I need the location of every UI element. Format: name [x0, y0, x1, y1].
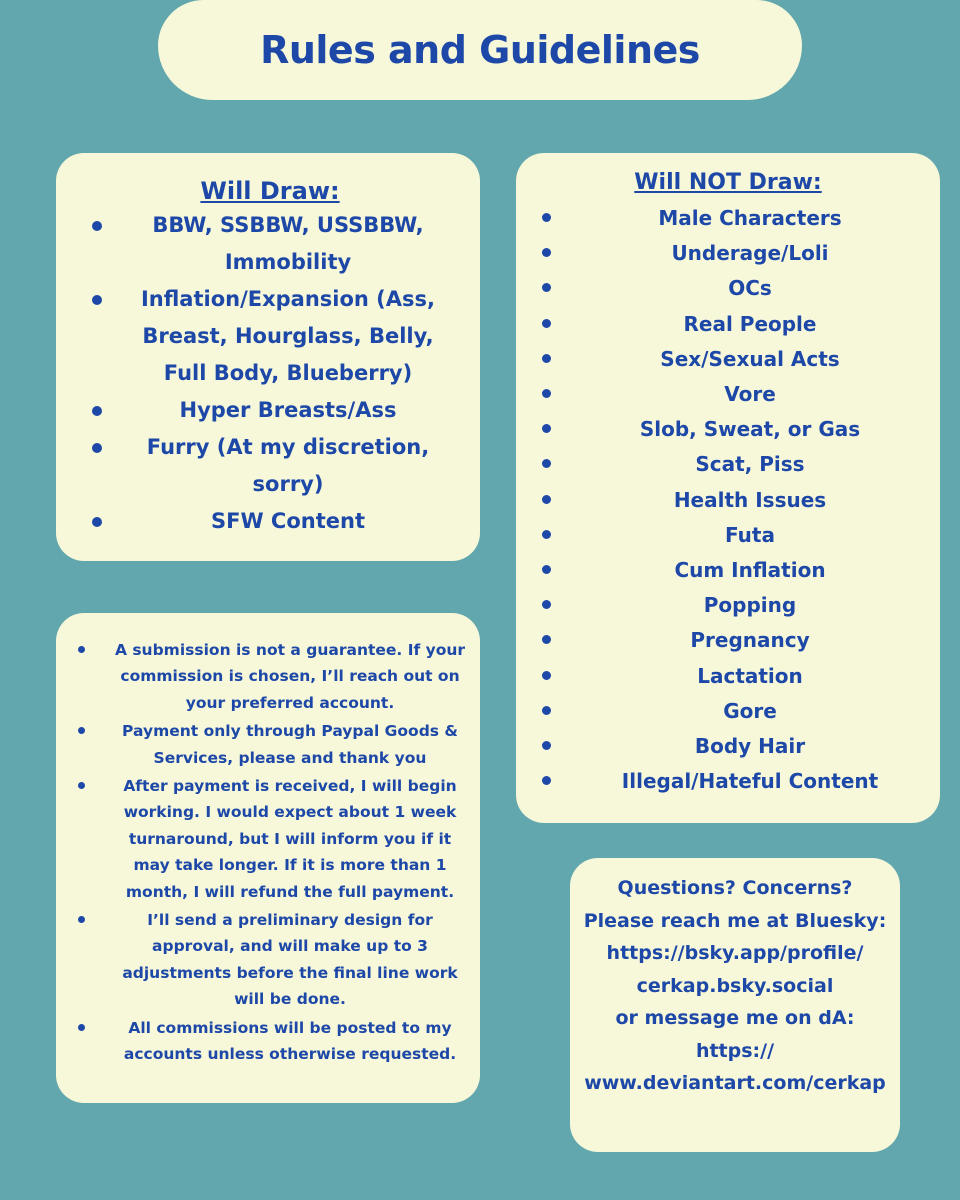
will-draw-heading: Will Draw: — [200, 177, 340, 205]
contact-line: Please reach me at Bluesky: — [583, 909, 887, 932]
bullet-icon — [542, 248, 551, 257]
title-banner — [158, 0, 802, 100]
page-title: Rules and Guidelines — [260, 28, 700, 72]
bullet-icon — [78, 727, 85, 734]
will-draw-list — [74, 207, 456, 540]
list-item: Gore — [536, 694, 920, 729]
commission-notes-list — [70, 637, 470, 1068]
bullet-icon — [542, 389, 551, 398]
bullet-icon — [78, 1024, 85, 1031]
commission-notes-card — [56, 613, 480, 1103]
list-item: Payment only through Paypal Goods & Services, please and thank you — [70, 718, 470, 771]
list-item: Pregnancy — [536, 623, 920, 658]
list-item: Male Characters — [536, 201, 920, 236]
list-item: Real People — [536, 307, 920, 342]
bullet-icon — [542, 213, 551, 222]
list-item: Underage/Loli — [536, 236, 920, 271]
bullet-icon — [542, 600, 551, 609]
deviantart-link[interactable]: https:// — [695, 1039, 775, 1062]
bullet-icon — [542, 706, 551, 715]
bullet-icon — [542, 565, 551, 574]
bullet-icon — [542, 530, 551, 539]
list-item: Slob, Sweat, or Gas — [536, 412, 920, 447]
bullet-icon — [542, 776, 551, 785]
list-item: All commissions will be posted to my accounts unless otherwise requested. — [70, 1015, 470, 1068]
list-item: OCs — [536, 271, 920, 306]
bullet-icon — [542, 671, 551, 680]
list-item: Vore — [536, 377, 920, 412]
contact-card — [570, 858, 900, 1152]
bullet-icon — [78, 782, 85, 789]
bullet-icon — [92, 406, 102, 416]
contact-line: Questions? Concerns? — [617, 877, 853, 899]
bullet-icon — [542, 424, 551, 433]
bullet-icon — [542, 283, 551, 292]
bullet-icon — [542, 354, 551, 363]
deviantart-link-cont[interactable]: www.deviantart.com/cerkap — [584, 1072, 886, 1094]
bullet-icon — [78, 916, 85, 923]
bluesky-link-cont[interactable]: cerkap.bsky.social — [636, 974, 834, 997]
bluesky-link[interactable]: https://bsky.app/profile/ — [606, 942, 864, 964]
bullet-icon — [92, 517, 102, 527]
bullet-icon — [542, 319, 551, 328]
will-not-draw-heading: Will NOT Draw: — [634, 170, 822, 195]
bullet-icon — [542, 459, 551, 468]
list-item: A submission is not a guarantee. If your commission is chosen, I’ll reach out on your preferred account. — [70, 637, 470, 716]
list-item: Futa — [536, 518, 920, 553]
contact-line: or message me on dA: — [615, 1007, 855, 1029]
bullet-icon — [92, 443, 102, 453]
will-not-draw-list — [536, 201, 920, 799]
bullet-icon — [542, 495, 551, 504]
list-item: Lactation — [536, 659, 920, 694]
bullet-icon — [78, 646, 85, 653]
bullet-icon — [542, 635, 551, 644]
list-item: I’ll send a preliminary design for approval, and will make up to 3 adjustments before the final line work will be done. — [70, 907, 470, 1013]
list-item: Sex/Sexual Acts — [536, 342, 920, 377]
list-item: After payment is received, I will begin working. I would expect about 1 week turnaround, but I will inform you if it may take longer. If it is more than 1 month, I will refund the full payment. — [70, 773, 470, 905]
list-item: Inflation/Expansion (Ass, Breast, Hourglass, Belly, Full Body, Blueberry) — [74, 281, 456, 392]
list-item: SFW Content — [74, 503, 456, 540]
list-item: Illegal/Hateful Content — [536, 764, 920, 799]
bullet-icon — [92, 295, 102, 305]
list-item: Body Hair — [536, 729, 920, 764]
bullet-icon — [92, 221, 102, 231]
list-item: Cum Inflation — [536, 553, 920, 588]
list-item: Hyper Breasts/Ass — [74, 392, 456, 429]
list-item: Scat, Piss — [536, 447, 920, 482]
bullet-icon — [542, 741, 551, 750]
list-item: Popping — [536, 588, 920, 623]
will-not-draw-card — [516, 153, 940, 823]
list-item: Furry (At my discretion, sorry) — [74, 429, 456, 503]
will-draw-card — [56, 153, 480, 561]
list-item: BBW, SSBBW, USSBBW, Immobility — [74, 207, 456, 281]
list-item: Health Issues — [536, 483, 920, 518]
